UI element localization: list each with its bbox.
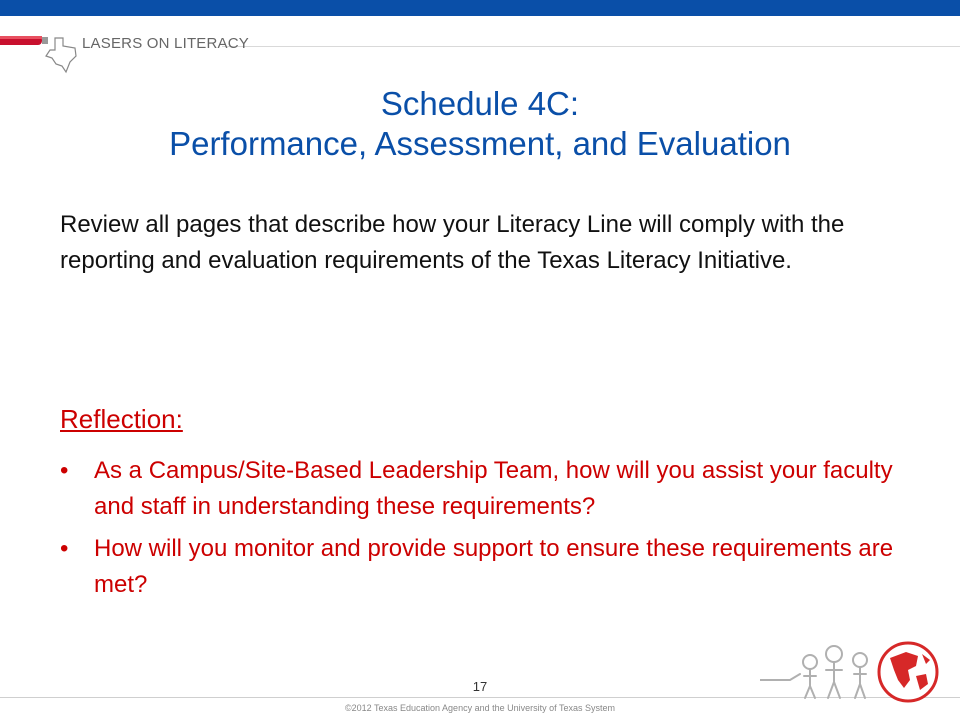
- header-divider: [222, 46, 960, 47]
- laser-logo-icon: [0, 20, 230, 90]
- bullet-item: [60, 531, 910, 603]
- globe-icon: [876, 640, 940, 704]
- title-line-2: Performance, Assessment, and Evaluation: [169, 125, 791, 162]
- bullet-item: [60, 453, 910, 525]
- page-number: 17: [472, 679, 488, 694]
- slide-title: [40, 84, 920, 164]
- children-illustration-icon: [760, 640, 880, 702]
- title-line-1: Schedule 4C:: [380, 85, 580, 122]
- reflection-bullets: [60, 453, 910, 609]
- bullet-dot-icon: •: [60, 535, 69, 562]
- bullet-text: How will you monitor and provide support to ensure these requirements are met?: [94, 535, 894, 598]
- top-blue-bar: [0, 0, 960, 16]
- bullet-text: As a Campus/Site-Based Leadership Team, how will you assist your faculty and staff in understanding these requirements?: [94, 457, 893, 520]
- copyright-text: ©2012 Texas Education Agency and the University of Texas System: [345, 703, 615, 713]
- body-paragraph: Review all pages that describe how your Literacy Line will comply with the reporting and evaluation requirements of the Texas Literacy Initiative.: [60, 211, 845, 274]
- logo-text: LASERS ON LITERACY: [82, 35, 249, 52]
- reflection-heading: Reflection:: [60, 404, 183, 434]
- bullet-dot-icon: •: [60, 457, 69, 484]
